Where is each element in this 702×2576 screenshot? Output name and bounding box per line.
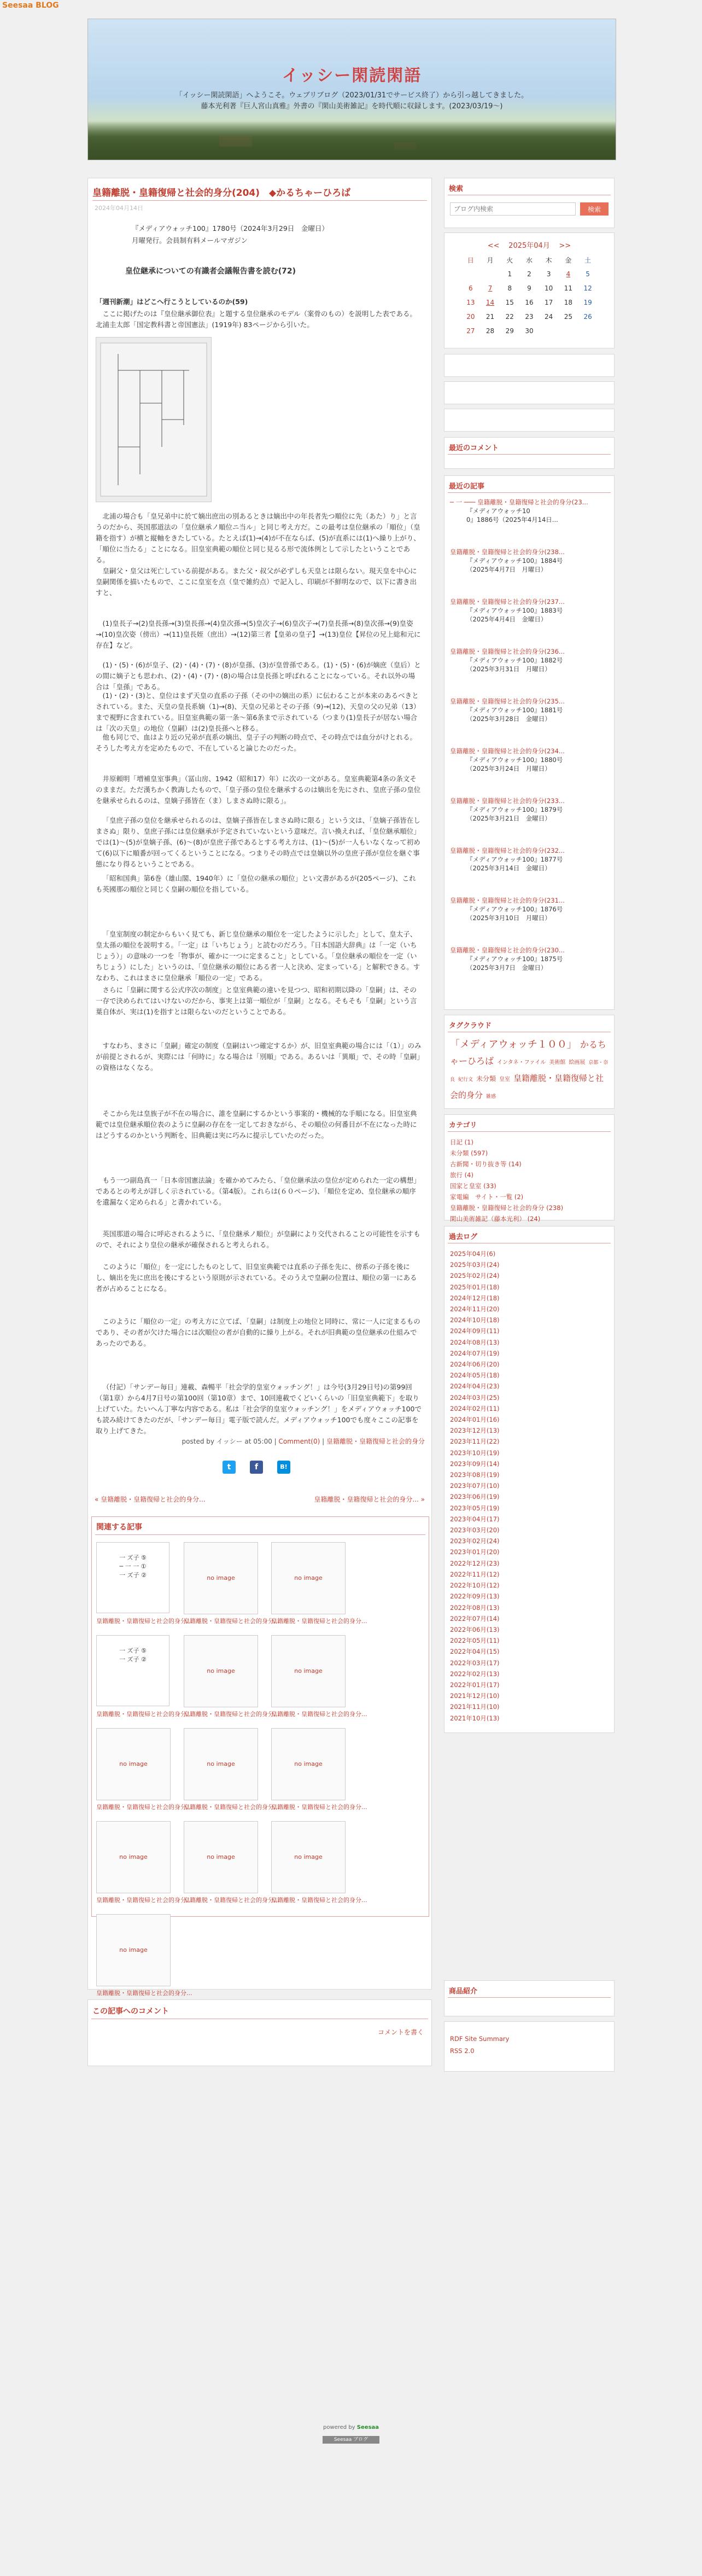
article-paragraph: 「皇庶子孫の皇位を継承せられるのは、皇嫡子孫皆在しまさぬ時に限る」という文は、「皇嫡子孫皆在しまさぬ」限り、皇庶子孫には皇位継承が予定されていないという意味だ。言い換えれば、「皇位継承順位」では(1)〜(5)が皇嫡子孫、(6)〜(8)が皇庶子孫であるとする考え方は、(1)〜(5)が一人もいなくなって初めて(6)以下に順番が回ってくるということになる。つまりその時点では皇嫡以外の皇庶子孫が皇位を継ぐ事態になり得るということである。 [96, 816, 420, 868]
archive-link[interactable]: 2023年04月(17) [450, 1515, 500, 1523]
category-list [450, 1137, 563, 1224]
archive-link[interactable]: 2023年03月(20) [450, 1526, 500, 1534]
article-paragraph: 井原頼明「増補皇室事典」（冨山房、1942（昭和17）年）に次の一文がある。皇室典範第4条の条文そのままだ。ただ漢ちかく教誨したもので、「皇子孫の皇位を継承するのは嫡出を先にされ、皇庶子孫の皇位を継承せられるのは、皇嫡子孫皆在（ま）しまさぬ時に限る」。 [96, 775, 421, 805]
calendar-day [578, 324, 598, 338]
calendar-next-link[interactable]: >> [559, 242, 571, 250]
related-item[interactable] [96, 1728, 192, 1813]
twitter-icon[interactable]: t [223, 1461, 236, 1474]
recent-article-item[interactable] [450, 597, 610, 624]
article-paragraph: ここに掲げたのは『皇位継承御位表』と題する皇位継承のモデル（案骨のもの）を説明した表である。北浦圭太郎「国定教科書と帝国憲法」(1919年) 83ページから引いた。 [96, 310, 417, 329]
calendar-day: 22 [505, 313, 514, 321]
calendar-day: 6 [469, 284, 473, 292]
archive-link[interactable]: 2024年02月(11) [450, 1404, 500, 1412]
category-link[interactable]: 皇籍離脱・皇籍復帰と社会的身分 (238) [450, 1204, 564, 1212]
tag-link[interactable]: 美術館 [549, 1060, 566, 1066]
calendar-day: 27 [466, 327, 475, 335]
recent-article-item[interactable] [450, 498, 610, 524]
recent-articles-widget [444, 475, 615, 1010]
archive-link[interactable]: 2023年09月(14) [450, 1459, 500, 1468]
calendar-day: 17 [545, 299, 553, 306]
calendar-day: 26 [583, 313, 592, 321]
article-paragraph: (1)・(2)・(3)と、皇位はまず天皇の直系の子孫（その中の嫡出の系）に伝わることが本来のあるべきとされている。また、天皇の皇長系嫡（1)→(8)、天皇の兄弟とその子孫（9)→(12)、天皇の父の兄弟（13）まで視野に含まれている。旧皇室典範の第一条～第6条まで示されている（つまり(1)皇長子が居ない場合は「次の天皇」の地位（皇嗣）は(2)皇長孫へと移る。 [96, 691, 420, 732]
archive-link[interactable]: 2022年01月(17) [450, 1680, 500, 1689]
feed-widget [444, 2021, 615, 2072]
calendar-day [461, 267, 481, 281]
product-intro-widget [444, 1980, 615, 2016]
recent-article-summary: 『メディアウォッチ100』1880号 （2025年3月24日 月曜日） [466, 756, 563, 772]
category-link[interactable]: 旅行 (4) [450, 1171, 473, 1179]
archive-link[interactable]: 2022年04月(15) [450, 1648, 500, 1656]
article-ref: 『メディアウォッチ100』1780号（2024年3月29日 金曜日） [132, 224, 329, 232]
related-caption[interactable]: 皇籍離脱・皇籍復帰と社会的身分... [271, 1618, 367, 1625]
related-caption[interactable]: 皇籍離脱・皇籍復帰と社会的身分... [184, 1897, 280, 1904]
product-intro-title: 商品紹介 [449, 1987, 478, 1996]
next-article-link[interactable]: 皇籍離脱・皇籍復帰と社会的身分... » [314, 1496, 425, 1503]
calendar-weekday: 木 [545, 256, 552, 264]
site-title[interactable]: イッシー閑読閑語 [282, 66, 422, 85]
related-caption[interactable]: 皇籍離脱・皇籍復帰と社会的身分... [271, 1804, 367, 1811]
widget-divider [448, 454, 611, 455]
calendar-week [461, 295, 598, 310]
archive-link[interactable]: 2022年05月(11) [450, 1637, 500, 1645]
recent-article-summary: 『メディアウォッチ100』1875号 （2025年3月7日 金曜日） [466, 955, 563, 972]
calendar-day: 15 [505, 299, 514, 306]
calendar-month: 2025年04月 [508, 242, 550, 250]
recent-article-item[interactable] [450, 796, 610, 823]
hatena-bookmark-icon[interactable]: B! [277, 1461, 290, 1474]
related-thumbnail[interactable]: no image [271, 1728, 346, 1800]
related-caption[interactable]: 皇籍離脱・皇籍復帰と社会的身分... [96, 1618, 192, 1625]
calendar-day: 5 [586, 270, 590, 278]
recent-article-summary: 『メディアウォッチ100』1881号 （2025年3月28日 金曜日） [466, 706, 563, 723]
related-thumbnail[interactable]: no image [96, 1914, 171, 1986]
feed-link[interactable]: RDF Site Summary [450, 2035, 510, 2043]
related-caption[interactable]: 皇籍離脱・皇籍復帰と社会的身分... [96, 1804, 192, 1811]
archive-link[interactable]: 2023年06月(19) [450, 1493, 500, 1501]
related-thumbnail[interactable]: 一 ズ子 ⑤ 一 ズ子 ② [96, 1635, 169, 1706]
tag-link[interactable]: 京都・奈良 [450, 1060, 609, 1083]
tag-cloud-widget [444, 1015, 615, 1109]
category-title: カテゴリ [449, 1121, 477, 1130]
recent-article-summary: 『メディアウォッチ10 0』1886号（2025年4月14日... [466, 507, 558, 524]
calendar-day: 12 [583, 284, 592, 292]
search-widget [444, 178, 615, 228]
related-item[interactable] [184, 1635, 280, 1720]
recent-articles-title: 最近の記事 [449, 482, 485, 491]
empty-widget [444, 354, 615, 377]
related-item[interactable] [271, 1635, 367, 1720]
article-paragraph: 「昭和国典」第6巻（雄山閣、1940年）に「皇位の継承の順位」とい文書があるが(205ページ)、これも英國那の順位と同じく皇嗣の順位を指している。 [96, 874, 416, 893]
related-thumbnail[interactable]: no image [184, 1635, 258, 1707]
category-link[interactable]: 家電編 サイト・一覧 (2) [450, 1193, 524, 1201]
calendar-day: 8 [507, 284, 512, 292]
recent-article-title[interactable]: 皇籍離脱・皇籍復帰と社会的身分(231... [450, 897, 565, 904]
archive-link[interactable]: 2023年01月(20) [450, 1548, 500, 1556]
related-thumbnail[interactable]: no image [184, 1821, 258, 1893]
article-title[interactable]: 皇籍離脱・皇籍復帰と社会的身分(204) ◆かるちゃーひろば [92, 188, 351, 199]
calendar-weekday: 火 [506, 256, 513, 264]
archive-link[interactable]: 2025年03月(24) [450, 1261, 500, 1269]
article-paragraph: 「皇室制度の制定からもいく見ても、新じ皇位継承の順位を一定したように示した」として、皇太子、皇太孫の順位を説明する。「一定」は「いちじょう」と読むのだろう。『日本国語大辞典』は「一定（いちじょう）」の意味の一つを「物事が、確かに一つに定まること」としている。「皇位継承の順位を一定（いちじょう）にした」というのは、「皇位継承の順位にある者一人と決め、定まっている」と解釈できる。すなわち、これはまさに皇位継承「順位の一定」である。 [96, 930, 420, 982]
related-item[interactable] [184, 1728, 280, 1813]
calendar-day [481, 267, 500, 281]
recent-article-summary: 『メディアウォッチ100』1876号 （2025年3月10日 月曜日） [466, 905, 563, 922]
recent-article-title[interactable]: 皇籍離脱・皇籍復帰と社会的身分(238... [450, 548, 565, 556]
archive-link[interactable]: 2025年01月(18) [450, 1283, 500, 1291]
archive-link[interactable]: 2023年05月(19) [450, 1504, 500, 1512]
archive-link[interactable]: 2024年04月(23) [450, 1382, 500, 1391]
posted-by: posted by イッシー at 05:00 | Comment(0) | 皇籍離脱・皇籍復帰と社会的身分 [182, 1438, 425, 1445]
calendar-day [539, 324, 559, 338]
recent-article-summary: 『メディアウォッチ100』1884号 （2025年4月7日 月曜日） [466, 557, 563, 573]
calendar-day: 24 [545, 313, 553, 321]
search-title: 検索 [449, 185, 464, 193]
tag-link[interactable]: かるちゃーひろば [450, 1039, 606, 1066]
calendar-week [461, 267, 598, 281]
archive-list [450, 1248, 500, 1724]
search-input[interactable] [450, 202, 576, 216]
calendar-weekday: 金 [565, 256, 572, 264]
archive-link[interactable]: 2022年07月(14) [450, 1614, 500, 1623]
article-paragraph: このように「順位の一定」の考え方に立てば、「皇嗣」は制度上の地位と同時に、常に一人に定まるものであり、その者が欠けた場合には次順位の者が自動的に繰り上がる。それが旧典範の皇位継承の仕組みであったのである。 [96, 1317, 420, 1347]
calendar-weekday: 土 [584, 256, 592, 264]
calendar-widget [444, 232, 615, 348]
related-caption[interactable]: 皇籍離脱・皇籍復帰と社会的身分... [184, 1711, 280, 1718]
recent-comments-widget [444, 437, 615, 469]
archive-link[interactable]: 2024年09月(11) [450, 1327, 500, 1335]
related-divider [95, 1534, 425, 1535]
calendar-day[interactable]: 4 [566, 270, 571, 278]
archive-link[interactable]: 2025年04月(6) [450, 1250, 496, 1258]
comment-title: この記事へのコメント [92, 2007, 169, 2016]
related-item[interactable] [96, 1821, 192, 1906]
calendar-week [461, 324, 598, 338]
related-item[interactable] [96, 1542, 192, 1627]
recent-article-title[interactable]: 皇籍離脱・皇籍復帰と社会的身分(234... [450, 747, 565, 755]
archive-link[interactable]: 2022年03月(17) [450, 1659, 500, 1667]
article-subheading: 皇位継承についての有識者会議報告書を読む(72) [125, 267, 296, 276]
feed-list [450, 2033, 509, 2057]
write-comment-link[interactable]: コメントを書く [377, 2028, 424, 2036]
article-paragraph: すなわち、まさに「皇嗣」確定の制度（皇嗣はいつ確定するか）が、旧皇室典範の場合には「（1）」のみが前提とされるが、実際には「何時に」なる場合は「別順」である。あるいは「異順」で、その時「皇嗣」の資格はなくなる。 [96, 1042, 422, 1072]
article-paragraph: さらに「皇嗣に関する公式序次の制度」と皇室典範の違いを見つつ、昭和初期以降の「皇嗣」は、その一存で決められてはいけないのだから、事実上は第一順位が「皇嗣」となる。そもそも「皇嗣」という言葉自体が、実は(1)を指すとは限らないのだということである。 [96, 986, 417, 1016]
recent-article-title[interactable]: 皇籍離脱・皇籍復帰と社会的身分(236... [450, 648, 565, 655]
article [87, 178, 432, 1997]
recent-article-title[interactable]: 皇籍離脱・皇籍復帰と社会的身分(235... [450, 697, 565, 705]
archive-link[interactable]: 2023年10月(19) [450, 1449, 500, 1457]
calendar-table [461, 253, 598, 338]
article-paragraph: 他も同じで、血はより近の兄弟が直系の嫡出、皇子子の判断の時点で、その時点では血分がけとれる。そうした考え方を定めたもので、不在していると論じたのだった。 [96, 733, 417, 752]
recent-article-item[interactable] [450, 647, 610, 673]
article-paragraph: このように「順位」を一定にしたものとして、旧皇室典範では直系の子孫を先に、傍系の子孫を後にし、嫡出を先に庶出を後にするという原則が示されている。そのうえで皇嗣の位置は、順位の第一にある者が占めることになる。 [96, 1263, 417, 1293]
archive-title: 過去ログ [449, 1233, 478, 1241]
archive-link[interactable]: 2024年11月(20) [450, 1305, 500, 1313]
calendar-day: 23 [525, 313, 534, 321]
article-paragraph: （付記）「サンデー毎日」連載、森暢平「社会学的皇室ウォッチング！」は今号(3月29日号)の第99回（第1章）から4月7日号の第100回（第10章）まで、10回連載でくどいくらいの「旧皇室典範下」を取り上げていた。たいへん丁寧な内容である。私は「社会学的皇室ウォッチング！」をメディアウォッチ100でも読み続けてきたのだが、「サンデー毎日」電子版で読んだ。メディアウォッチ100でも度々ここの記事を取り上げてきた。 [96, 1383, 422, 1435]
related-item[interactable] [96, 1914, 192, 1999]
recent-article-summary: 『メディアウォッチ100』1883号 （2025年4月4日 金曜日） [466, 607, 563, 623]
related-item[interactable] [271, 1821, 367, 1906]
archive-link[interactable]: 2022年08月(13) [450, 1603, 500, 1612]
related-thumbnail[interactable]: no image [184, 1542, 258, 1614]
calendar-day: 18 [564, 299, 572, 306]
calendar-day: 9 [527, 284, 531, 292]
article-paragraph: 皇嗣父・皇父は死亡している前提がある。また父・叔父が必ずしも天皇とは限らない。現天皇を中心に皇嗣関係を描いたもので、ここに皇室を点（皇で雑約点）で記入し、印刷が不鮮明なので、以下に書き出すと、 [96, 567, 417, 597]
tag-link[interactable]: 紀行文 [458, 1077, 473, 1083]
recent-article-title[interactable]: 皇籍離脱・皇籍復帰と社会的身分(233... [450, 797, 565, 805]
recent-article-title[interactable]: 皇籍離脱・皇籍復帰と社会的身分(230... [450, 946, 565, 954]
tag-link[interactable]: 雑感 [486, 1094, 496, 1100]
comment-section [87, 1999, 432, 2066]
category-link[interactable]: 未分類 (597) [450, 1149, 488, 1157]
calendar-weekday: 水 [525, 256, 533, 264]
category-widget [444, 1114, 615, 1223]
archive-link[interactable]: 2022年10月(12) [450, 1581, 500, 1590]
archive-link[interactable]: 2024年10月(18) [450, 1316, 500, 1324]
recent-article-item[interactable] [450, 548, 610, 574]
archive-link[interactable]: 2023年07月(10) [450, 1482, 500, 1490]
archive-link[interactable]: 2024年07月(19) [450, 1349, 500, 1357]
related-thumbnail[interactable]: no image [96, 1728, 171, 1800]
article-paragraph: もう一つ副島真一「日本帝国憲法論」を確かめてみたら、「皇位継承法の皇位が定められた一定の構想」であるとの考えが詳しく示されている。（第4版）。これらは(６０ページ)、「順位を定め、皇位継承の順序を遺漏なく定められる」と書かれている。 [96, 1176, 420, 1206]
calendar-day: 20 [466, 313, 475, 321]
recent-article-item[interactable] [450, 946, 610, 972]
recent-article-item[interactable] [450, 697, 610, 723]
empty-widget [444, 409, 615, 432]
calendar-day: 10 [545, 284, 553, 292]
related-caption[interactable]: 皇籍離脱・皇籍復帰と社会的身分... [271, 1897, 367, 1904]
related-thumbnail[interactable]: no image [96, 1821, 171, 1893]
archive-link[interactable]: 2022年09月(13) [450, 1592, 500, 1601]
calendar-weekday: 月 [487, 256, 494, 264]
calendar-day: 21 [485, 313, 495, 321]
recent-article-summary: 『メディアウォッチ100』1877号 （2025年3月14日 金曜日） [466, 856, 563, 872]
site-description: 藤本光利著『巨人宮山真雅』外書の『閑山美術雑記』を時代順に収録します。(2023/03/19～) [201, 102, 503, 111]
archive-link[interactable]: 2022年11月(12) [450, 1570, 500, 1578]
archive-link[interactable]: 2024年01月(16) [450, 1416, 500, 1424]
tag-cloud [450, 1037, 609, 1104]
category-link[interactable]: 皇籍離脱・皇籍復帰と社会的身分 [326, 1438, 425, 1445]
calendar-nav [444, 240, 614, 250]
related-thumbnail[interactable]: no image [271, 1542, 346, 1614]
related-caption[interactable]: 皇籍離脱・皇籍復帰と社会的身分... [184, 1804, 280, 1811]
recent-article-item[interactable] [450, 896, 610, 922]
prev-article-link[interactable]: « 皇籍離脱・皇籍復帰と社会的身分... [95, 1496, 206, 1503]
calendar-day: 19 [583, 299, 592, 306]
archive-link[interactable]: 2021年12月(10) [450, 1692, 500, 1700]
archive-link[interactable]: 2022年12月(23) [450, 1559, 500, 1567]
footer-powered [0, 2424, 702, 2430]
calendar-day[interactable]: 7 [488, 284, 493, 292]
calendar-day: 28 [485, 327, 495, 335]
related-caption[interactable]: 皇籍離脱・皇籍復帰と社会的身分... [96, 1897, 192, 1904]
seesaa-logo[interactable]: Seesaa BLOG [2, 1, 59, 10]
main-column [87, 178, 432, 2339]
widget-divider [448, 1131, 611, 1132]
calendar-day[interactable]: 14 [485, 299, 495, 306]
feed-link[interactable]: RSS 2.0 [450, 2047, 475, 2055]
recent-article-title[interactable]: 皇籍離脱・皇籍復帰と社会的身分(232... [450, 847, 565, 854]
related-articles [91, 1516, 429, 1997]
archive-link[interactable]: 2023年12月(13) [450, 1427, 500, 1435]
related-item[interactable] [271, 1728, 367, 1813]
related-thumbnail[interactable]: 一 ズ子 ⑤ ─ 一 一 ① 一 ズ子 ② [96, 1542, 169, 1613]
recent-article-summary: 『メディアウォッチ100』1882号 （2025年3月31日 月曜日） [466, 656, 563, 673]
related-item[interactable] [184, 1821, 280, 1906]
article-section-heading: 「週刊新潮」はどこへ行こうとしているのか(59) [96, 298, 248, 306]
search-button[interactable]: 検索 [580, 202, 609, 216]
calendar-day: 25 [564, 313, 572, 321]
tag-link[interactable]: 絵画展 [569, 1060, 586, 1066]
related-caption[interactable]: 皇籍離脱・皇籍復帰と社会的身分... [271, 1711, 367, 1718]
recent-article-title[interactable]: 皇籍離脱・皇籍復帰と社会的身分(237... [450, 598, 565, 606]
related-caption[interactable]: 皇籍離脱・皇籍復帰と社会的身分... [184, 1618, 280, 1625]
archive-link[interactable]: 2024年06月(20) [450, 1360, 500, 1369]
calendar-day [559, 324, 578, 338]
succession-diagram-image [96, 337, 212, 502]
footer-bar[interactable]: Seesaa ブログ [323, 2436, 379, 2444]
category-link[interactable]: 閑山美術雑記（藤本光利） (24) [450, 1215, 541, 1223]
calendar-day: 11 [564, 284, 572, 292]
related-item[interactable] [184, 1542, 280, 1627]
tag-link[interactable]: 皇室 [499, 1077, 511, 1083]
calendar-week [461, 310, 598, 324]
comment-count-link[interactable]: Comment(0) [278, 1438, 320, 1445]
header-scenery [88, 121, 616, 160]
tag-link[interactable]: インタネ・ファイル [497, 1060, 546, 1066]
calendar-day: 29 [505, 327, 514, 335]
calendar-weekday: 日 [467, 256, 474, 264]
calendar-day: 13 [466, 299, 475, 306]
tag-link[interactable]: 未分類 [476, 1075, 496, 1083]
category-link[interactable]: 古新聞・切り抜き等 (14) [450, 1160, 522, 1168]
tag-link[interactable]: 「メディアウォッチ１００」 [450, 1039, 577, 1050]
category-link[interactable]: 日記 (1) [450, 1138, 473, 1146]
archive-link[interactable]: 2023年08月(19) [450, 1471, 500, 1479]
recent-article-summary: 『メディアウォッチ100』1879号 （2025年3月21日 金曜日） [466, 806, 563, 822]
blog-header [87, 19, 616, 160]
recent-article-item[interactable] [450, 846, 610, 873]
related-item[interactable] [271, 1542, 367, 1627]
article-paragraph: (1)・(5)・(6)が皇子、(2)・(4)・(7)・(8)が皇孫、(3)が皇曽孫である。(1)・(5)・(6)が嫡庶（皇后）との間に嫡子とも思われ、(2)・(4)・(7)・(8)の場合は皇長孫と呼ばれることになっている。それ以外の場合は「皇孫」である。 [96, 661, 421, 691]
archive-link[interactable]: 2023年11月(22) [450, 1438, 500, 1446]
sidebar [444, 178, 615, 2339]
widget-divider [448, 1997, 611, 1998]
calendar-weekday-row [461, 253, 598, 267]
calendar-day: 3 [546, 270, 551, 278]
calendar-day: 2 [527, 270, 531, 278]
article-paragraph: 英国那道の場合に呼応されるように、「皇位継承ノ順位」が皇嗣により交代されることの可能性を示すもので、それにより皇位の継承が確保されると考えられる。 [96, 1230, 420, 1249]
archive-link[interactable]: 2024年08月(13) [450, 1338, 500, 1346]
archive-link[interactable]: 2024年05月(18) [450, 1371, 500, 1380]
share-buttons [223, 1458, 305, 1477]
article-date: 2024年04月14日 [95, 205, 143, 212]
calendar-day: 16 [525, 299, 534, 306]
archive-link[interactable]: 2022年06月(13) [450, 1625, 500, 1633]
site-description: 「イッシー閑読閑語」へようこそ。ウェブリブログ（2023/01/31でサービス終了）から引っ越してきました。 [175, 91, 529, 100]
archive-widget [444, 1226, 615, 1733]
seesaa-footer-logo[interactable]: Seesaa [356, 2424, 379, 2430]
footer-powered-text: powered by [323, 2424, 355, 2430]
recent-comments-title: 最近のコメント [449, 444, 499, 452]
calendar-week [461, 281, 598, 295]
article-paragraph: そこから先は皇族子が不在の場合に、誰を皇嗣にするかという事案的・機械的な手順になる。旧皇室典範では皇位継承順位表のように皇嗣の存在を一定しておきながら、その順位の何番目が不在になった時にはどうするのかという判断を、旧典範は実に巧みに提示していたのだった。 [96, 1109, 417, 1139]
article-paragraph: 北浦の場合も「皇兄弟中に於て嫡出庶出の別あるときは嫡出中の年長者先つ順位に先（あた）り」と言うのだから、英国那道法の「皇位継承ノ順位ニ当ル」と同じ考え方だ。この最考は皇位継承の「順位」（皇籍を指す）が横と縦軸をきたしている。たとえば(1)→(4)が不在ならば、(5)が直系には(1)へ繰り上がり、「順位に当たる」ことになる。旧皇室典範の順位と同じ見るる形で流体例として示したということである。 [96, 512, 420, 564]
article-paragraph: (1)皇長子→(2)皇長孫→(3)皇長孫→(4)皇次孫→(5)皇次子→(6)皇次子→(7)皇長孫→(8)皇次孫→(9)皇姿→(10)皇次姿（傍出）→(11)皇長姪（庶出）→(12)第三者【皇弟の皇子】→(13)皇位【昇位の兄上総和元に存在】など。 [96, 619, 421, 649]
archive-link[interactable]: 2021年11月(10) [450, 1703, 500, 1711]
archive-link[interactable]: 2023年02月(24) [450, 1537, 500, 1545]
related-thumbnail[interactable]: no image [271, 1635, 346, 1707]
archive-link[interactable]: 2025年02月(24) [450, 1272, 500, 1280]
archive-link[interactable]: 2024年03月(25) [450, 1393, 500, 1402]
related-caption[interactable]: 皇籍離脱・皇籍復帰と社会的身分... [96, 1990, 192, 1997]
related-item[interactable] [96, 1635, 192, 1720]
posted-by-text: posted by イッシー at 05:00 [182, 1438, 272, 1445]
related-title: 関連する記事 [96, 1523, 142, 1532]
recent-article-title[interactable]: ─ 一 ─── 皇籍離脱・皇籍復帰と社会的身分(23... [450, 498, 588, 506]
related-thumbnail[interactable]: no image [271, 1821, 346, 1893]
category-link[interactable]: 国家と皇室 (33) [450, 1182, 496, 1190]
calendar-prev-link[interactable]: << [487, 242, 500, 250]
recent-article-item[interactable] [450, 747, 610, 773]
archive-link[interactable]: 2021年10月(13) [450, 1714, 500, 1722]
related-caption[interactable]: 皇籍離脱・皇籍復帰と社会的身分... [96, 1711, 192, 1718]
facebook-icon[interactable]: f [250, 1461, 263, 1474]
title-divider [92, 200, 427, 201]
empty-widget [444, 381, 615, 404]
archive-link[interactable]: 2022年02月(13) [450, 1670, 500, 1678]
calendar-day: 1 [507, 270, 512, 278]
calendar-day: 30 [525, 327, 534, 335]
article-ref: 月曜発行。会員制有料メールマガジン [132, 236, 248, 245]
widget-divider [448, 492, 611, 493]
related-thumbnail[interactable]: no image [184, 1728, 258, 1800]
tag-link[interactable]: 皇籍離脱・皇籍復帰と社会的身分 [450, 1073, 604, 1100]
tags-title: タグクラウド [449, 1022, 492, 1030]
archive-link[interactable]: 2024年12月(18) [450, 1294, 500, 1302]
